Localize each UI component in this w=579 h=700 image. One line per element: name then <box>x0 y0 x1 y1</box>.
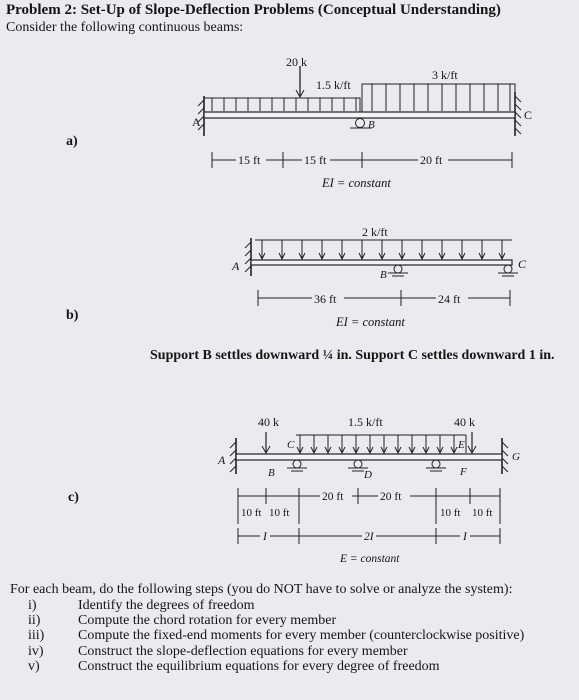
beam-c-node-e: E <box>458 439 465 451</box>
step-text: Construct the slope-deflection equations for every member <box>78 643 408 659</box>
steps-list <box>10 598 524 674</box>
list-item <box>10 613 524 628</box>
settlement-note: Support B settles downward ¼ in. Support C settles downward 1 in. <box>150 348 555 363</box>
beam-c-dim-ab: 10 ft <box>241 507 262 519</box>
beam-c-node-g: G <box>512 451 520 463</box>
part-label-a: a) <box>66 134 78 149</box>
beam-b-node-b: B <box>380 269 387 281</box>
step-number: iv) <box>28 643 44 659</box>
beam-a-node-a: A <box>192 115 201 129</box>
beam-a-dist-load-left-label: 1.5 k/ft <box>316 78 351 92</box>
step-number: v) <box>28 658 40 674</box>
beam-c-node-f: F <box>460 466 467 478</box>
beam-b-dim-1: 36 ft <box>314 292 337 306</box>
beam-a-diagram <box>0 0 579 200</box>
problem-title: Problem 2: Set-Up of Slope-Deflection Problems (Conceptual Understanding) <box>6 2 501 18</box>
beam-a-dim-3: 20 ft <box>420 153 443 167</box>
beam-c-node-d: D <box>364 469 372 481</box>
beam-a-dim-1: 15 ft <box>238 153 261 167</box>
part-label-c: c) <box>68 490 79 505</box>
beam-c-load-c-label: 40 k <box>258 415 279 429</box>
beam-a-node-b: B <box>368 119 375 131</box>
beam-c-diagram <box>0 400 579 575</box>
beam-a-point-load-label: 20 k <box>286 55 307 69</box>
step-number: iii) <box>28 628 45 644</box>
beam-c-dim-cd: 20 ft <box>322 491 344 503</box>
beam-c-node-b: B <box>268 467 275 479</box>
instructions-heading: For each beam, do the following steps (you do NOT have to solve or analyze the system): <box>10 582 513 597</box>
beam-b-node-c: C <box>518 257 527 271</box>
beam-a-node-c: C <box>524 108 533 122</box>
beam-c-inertia-mid: 2I <box>364 531 374 543</box>
instructions-block <box>10 582 524 674</box>
step-text: Construct the equilibrium equations for every degree of freedom <box>78 658 440 674</box>
beam-a-dist-load-right-label: 3 k/ft <box>432 68 458 82</box>
part-label-b: b) <box>66 308 79 323</box>
beam-a-stiffness: EI = constant <box>322 176 391 190</box>
step-number: i) <box>28 598 37 613</box>
step-text: Identify the degrees of freedom <box>78 598 255 613</box>
beam-c-node-c: C <box>287 439 295 451</box>
beam-c-inertia-left: I <box>263 531 267 543</box>
beam-c-dim-de: 20 ft <box>380 491 402 503</box>
beam-c-load-e-label: 40 k <box>454 415 475 429</box>
beam-c-dist-load-label: 1.5 k/ft <box>348 415 383 429</box>
step-text: Compute the fixed-end moments for every member (counterclockwise positive) <box>78 628 525 644</box>
beam-b-node-a: A <box>232 259 240 273</box>
beam-c-node-a: A <box>218 453 226 467</box>
beam-c-modulus: E = constant <box>340 553 400 565</box>
beam-c-dim-bc: 10 ft <box>269 507 290 519</box>
list-item <box>10 644 524 659</box>
beam-b-dim-2: 24 ft <box>438 292 461 306</box>
list-item <box>10 628 524 643</box>
list-item <box>10 598 524 613</box>
beam-b-diagram <box>0 200 579 340</box>
beam-c-dim-fg: 10 ft <box>472 507 493 519</box>
step-text: Compute the chord rotation for every member <box>78 613 337 629</box>
beam-a-dim-2: 15 ft <box>304 153 327 167</box>
step-number: ii) <box>28 613 41 629</box>
list-item <box>10 659 524 674</box>
beam-c-inertia-right: I <box>463 531 467 543</box>
problem-subtitle: Consider the following continuous beams: <box>6 20 244 35</box>
beam-b-dist-load-label: 2 k/ft <box>362 225 388 239</box>
beam-b-stiffness: EI = constant <box>336 315 405 329</box>
beam-c-dim-ef: 10 ft <box>440 507 461 519</box>
